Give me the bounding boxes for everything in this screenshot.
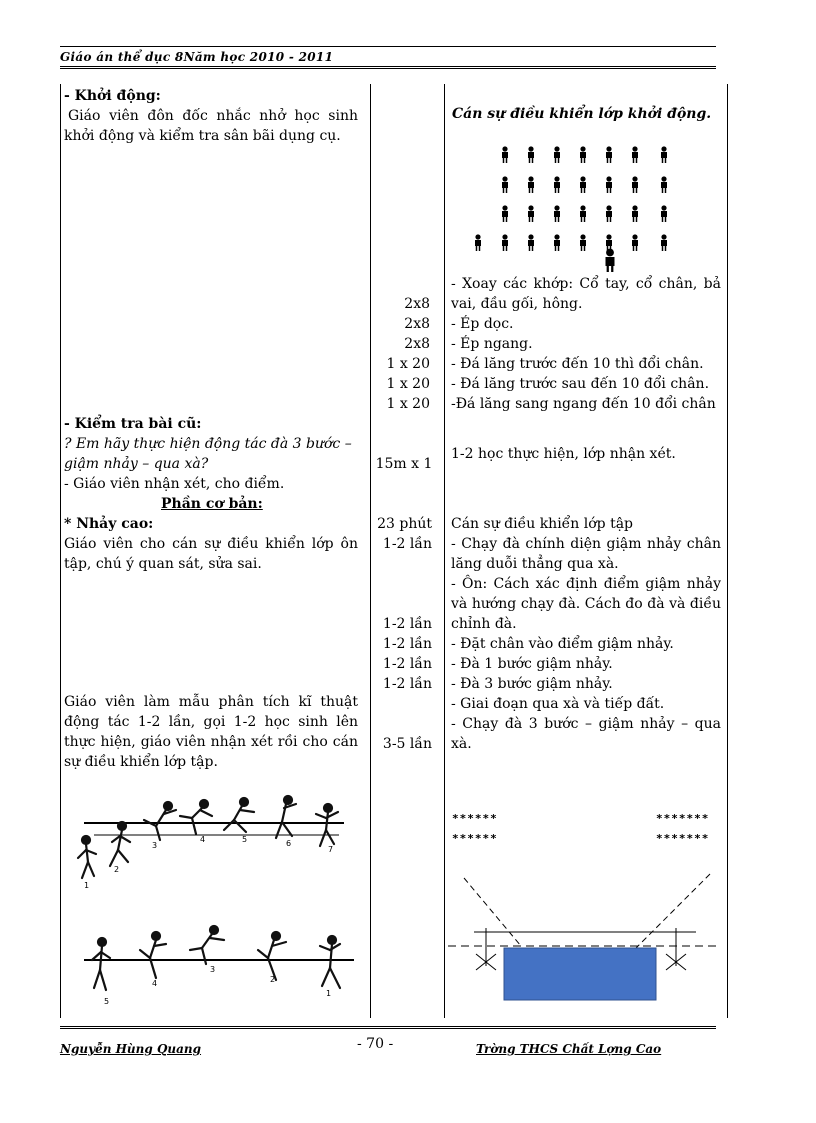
review-heading: - Kiểm tra bài cũ:: [64, 416, 202, 432]
fig-num-bottom: 1: [326, 989, 332, 998]
footer-rule: [60, 1026, 716, 1029]
column-line-3: [444, 84, 445, 1018]
qty: 1-2 lần: [382, 616, 432, 632]
list-item: - Ép dọc.: [451, 316, 514, 332]
main-list: [451, 534, 721, 754]
review-qty: 15m x 1: [375, 456, 433, 472]
formation-row-2: [502, 176, 667, 193]
formation-row-3: [502, 205, 667, 222]
jumper-4: [180, 800, 212, 834]
jumper-7: [316, 804, 338, 846]
qty: 1 x 20: [386, 356, 430, 372]
fig-num-bottom: 2: [270, 975, 276, 984]
high-jump-sequence-figure: [64, 790, 364, 1020]
review-text: 1-2 học thực hiện, lớp nhận xét.: [451, 446, 676, 462]
warmup-list: [451, 274, 721, 414]
fig-num-top: 2: [114, 865, 120, 874]
qty: 1-2 lần: [382, 656, 432, 672]
qty: 1-2 lần: [382, 636, 432, 652]
jumper-b1: [92, 938, 110, 990]
run-up-line-left: [464, 878, 521, 946]
list-item: - Giai đoạn qua xà và tiếp đất.: [451, 696, 665, 712]
fig-num-top: 3: [152, 841, 158, 850]
list-item: -Đá lăng sang ngang đến 10 đổi chân: [451, 396, 716, 412]
qty: 2x8: [404, 316, 430, 332]
list-item: - Đà 3 bước giậm nhảy.: [451, 676, 613, 692]
formation-diagram: [460, 140, 690, 272]
footer-school: Trờng THCS Chất Lợng Cao: [476, 1042, 662, 1056]
column-line-left: [60, 84, 61, 1018]
highjump-heading: * Nhảy cao:: [64, 516, 154, 532]
warmup-quantities: [374, 294, 430, 414]
stars-right-1: *******: [656, 812, 710, 825]
formation-row-4: [475, 234, 667, 251]
qty: 2x8: [404, 296, 430, 312]
class-leader-icon: [606, 249, 615, 272]
page-number: - 70 -: [357, 1036, 394, 1052]
list-item: - Đá lăng trước đến 10 thì đổi chân.: [451, 356, 704, 372]
jumper-6: [276, 796, 296, 838]
list-item: - Ôn: Cách xác định điểm giậm nhảy và hướng chạy đà. Cách đo đà và điều chỉnh đà.: [451, 576, 721, 632]
figure-numbers-top: [84, 835, 333, 890]
jump-area-diagram: [446, 868, 726, 1008]
jumper-figures-bottom: [92, 926, 340, 990]
main-qty-list: [372, 614, 432, 694]
fig-num-top: 5: [242, 835, 248, 844]
warmup-title: Cán sự điều khiển lớp khởi động.: [452, 106, 712, 122]
qty: 2x8: [404, 336, 430, 352]
list-item: - Chạy đà 3 bước – giậm nhảy – qua xà.: [451, 716, 721, 752]
figure-numbers-bottom: [104, 965, 331, 1006]
formation-row-1: [502, 146, 667, 163]
demo-text: Giáo viên làm mẫu phân tích kĩ thuật động tác 1-2 lần, gọi 1-2 học sinh lên thực hiện, giáo viên nhận xét rồi cho cán sự điều khiển lớp tập.: [64, 694, 358, 770]
fig-num-top: 1: [84, 881, 90, 890]
header-rule-bottom: [60, 66, 716, 69]
main-heading: Phần cơ bản:: [161, 496, 263, 512]
fig-num-bottom: 5: [104, 997, 110, 1006]
jumper-b4: [258, 932, 286, 980]
demo-qty: 3-5 lần: [382, 736, 432, 752]
main-qty: 1-2 lần: [382, 536, 432, 552]
header-rule-top: [60, 46, 716, 47]
run-up-line-right: [636, 874, 710, 948]
list-item: - Đặt chân vào điểm giậm nhảy.: [451, 636, 674, 652]
header-title: Giáo án thể dục 8Năm học 2010 - 2011: [60, 50, 334, 64]
warmup-heading: - Khởi động:: [64, 88, 161, 104]
jumper-3: [144, 802, 176, 840]
stars-right-2: *******: [656, 832, 710, 845]
qty: 1-2 lần: [382, 676, 432, 692]
stars-left-1: ******: [452, 812, 498, 825]
jumper-b3: [190, 926, 224, 964]
main-time: 23 phút: [377, 516, 432, 532]
qty: 1 x 20: [386, 376, 430, 392]
jumper-b5: [320, 936, 340, 988]
highjump-text: Giáo viên cho cán sự điều khiển lớp ôn tập, chú ý quan sát, sửa sai.: [64, 536, 358, 572]
landing-mat: [504, 948, 656, 1000]
list-item: - Đá lăng trước sau đến 10 đổi chân.: [451, 376, 710, 392]
list-item: - Đà 1 bước giậm nhảy.: [451, 656, 613, 672]
fig-num-top: 7: [328, 845, 334, 854]
qty: 1 x 20: [386, 396, 430, 412]
main-intro: Cán sự điều khiển lớp tập: [451, 516, 634, 532]
jumper-1: [78, 836, 96, 878]
fig-num-top: 4: [200, 835, 206, 844]
fig-num-top: 6: [286, 839, 292, 848]
fig-num-bottom: 4: [152, 979, 158, 988]
column-line-2: [370, 84, 371, 1018]
stars-left-2: ******: [452, 832, 498, 845]
review-question: ? Em hãy thực hiện động tác đà 3 bước – giậm nhảy – qua xà?: [64, 436, 352, 472]
fig-num-bottom: 3: [210, 965, 216, 974]
jumper-5: [224, 798, 254, 832]
footer-author: Nguyễn Hùng Quang: [60, 1042, 202, 1056]
column-line-right: [727, 84, 728, 1018]
jumper-2: [110, 822, 130, 866]
warmup-text: Giáo viên đôn đốc nhắc nhở học sinh khởi động và kiểm tra sân bãi dụng cụ.: [64, 108, 358, 144]
jumper-b2: [140, 932, 166, 978]
review-note: - Giáo viên nhận xét, cho điểm.: [64, 476, 285, 492]
list-item: - Ép ngang.: [451, 336, 533, 352]
list-item: - Xoay các khớp: Cổ tay, cổ chân, bả vai, đầu gối, hông.: [451, 276, 721, 312]
list-item: - Chạy đà chính diện giậm nhảy chân lăng duỗi thẳng qua xà.: [451, 536, 721, 572]
